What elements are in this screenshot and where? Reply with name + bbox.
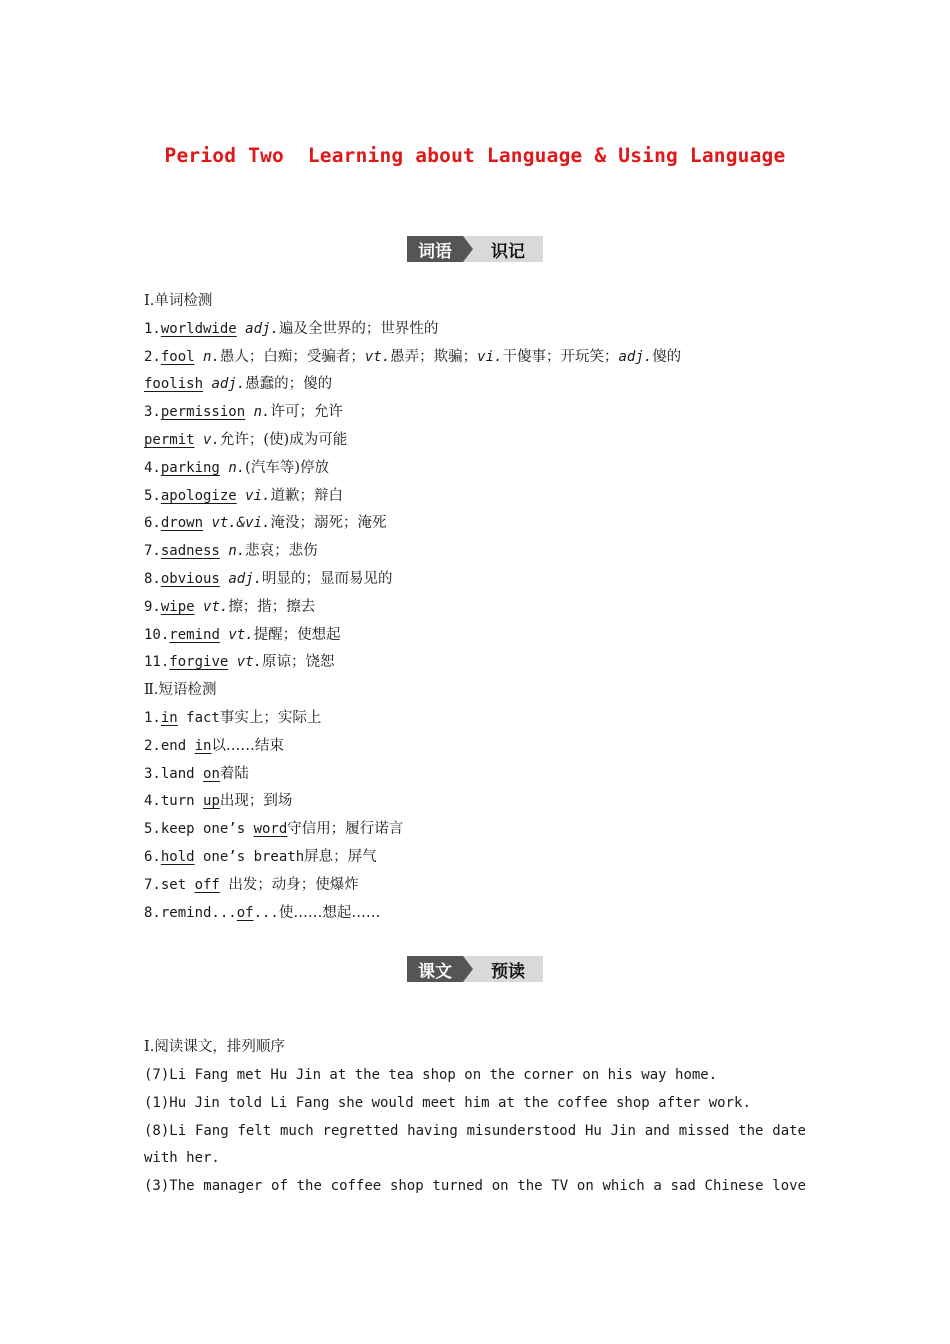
phrase-answer: word xyxy=(253,821,288,838)
definition: 出发；动身；使爆炸 xyxy=(228,876,359,893)
section-heading: Ⅱ.短语检测 xyxy=(144,682,217,699)
reading-line: with her. xyxy=(144,1150,220,1167)
phrase-prefix: remind... xyxy=(160,904,237,921)
word-entry xyxy=(144,455,824,483)
entry-number: 9. xyxy=(144,598,161,615)
definition: 愚弄；欺骗； xyxy=(390,348,478,365)
part-of-speech: adj. xyxy=(211,376,246,393)
entry-word: forgive xyxy=(169,654,229,671)
phrase-entry xyxy=(144,872,824,900)
entry-space xyxy=(228,654,236,670)
section-banner-reading xyxy=(407,956,543,982)
phrase-entry xyxy=(144,733,824,761)
phrase-prefix: land xyxy=(160,765,204,782)
definition: 愚人；白痴；受骗者； xyxy=(219,348,365,365)
entry-space xyxy=(195,432,203,448)
entry-number: 3. xyxy=(144,765,161,782)
phrase-entry xyxy=(144,761,824,789)
definition: 屏息；屏气 xyxy=(304,848,377,865)
part-of-speech: vt.&vi. xyxy=(211,515,271,532)
part-of-speech: n. xyxy=(253,404,271,421)
entry-space xyxy=(195,349,203,365)
word-entry xyxy=(144,316,824,344)
reading-line: (8)Li Fang felt much regretted having misunderstood Hu Jin and missed the date xyxy=(144,1122,806,1139)
definition: 傻的 xyxy=(652,348,682,365)
definition: 悲哀；悲伤 xyxy=(245,543,318,560)
phrase-answer: up xyxy=(203,793,220,810)
phrase-answer: in xyxy=(194,737,212,754)
section-heading: Ⅰ.单词检测 xyxy=(144,293,213,309)
word-entry xyxy=(144,483,824,511)
entry-word: parking xyxy=(160,459,220,476)
phrase-answer: on xyxy=(203,765,220,782)
entry-word: remind xyxy=(169,626,220,643)
entry-word: permit xyxy=(144,431,195,448)
entry-word: foolish xyxy=(144,376,204,393)
entry-number: 5. xyxy=(144,487,161,504)
entry-number: 4. xyxy=(144,793,161,810)
word-entry xyxy=(144,622,824,650)
word-entry xyxy=(144,538,824,566)
word-entry xyxy=(144,649,824,677)
phrase-entry xyxy=(144,844,824,872)
entry-word: wipe xyxy=(160,598,195,615)
entry-space xyxy=(195,599,203,615)
entry-space xyxy=(237,321,245,337)
entry-space xyxy=(245,404,253,420)
word-entry xyxy=(144,371,824,399)
banner-arrow-icon xyxy=(463,236,473,262)
reading-heading-block xyxy=(144,1034,824,1062)
entry-number: 8. xyxy=(144,904,161,921)
entry-number: 6. xyxy=(144,515,161,532)
phrase-suffix: one’s breath xyxy=(194,848,305,865)
entry-word: apologize xyxy=(160,487,237,504)
entry-number: 5. xyxy=(144,821,161,838)
word-entry xyxy=(144,566,824,594)
phrase-answer: of xyxy=(236,904,254,921)
reading-line: (7)Li Fang met Hu Jin at the tea shop on the corner on his way home. xyxy=(144,1067,718,1083)
definition: 允许；(使)成为可能 xyxy=(219,431,348,448)
definition: 道歉；辩白 xyxy=(270,487,343,504)
part-of-speech: adj. xyxy=(228,570,263,587)
definition: 着陆 xyxy=(219,765,249,782)
definition: 干傻事；开玩笑； xyxy=(502,348,619,365)
part-of-speech: adj. xyxy=(618,348,653,365)
definition: 使……想起…… xyxy=(278,904,381,921)
entry-word: fool xyxy=(160,348,195,365)
phrase-answer: hold xyxy=(160,848,195,865)
part-of-speech: n. xyxy=(228,459,246,476)
section-banner-vocabulary xyxy=(407,236,543,262)
part-of-speech: adj. xyxy=(245,320,279,337)
banner-left-label: 课文 xyxy=(407,956,463,982)
reading-order-list xyxy=(144,1062,806,1201)
phrase-prefix: keep one’s xyxy=(160,821,254,838)
definition: 事实上；实际上 xyxy=(219,709,322,726)
phrase-suffix: fact xyxy=(177,709,220,726)
phrase-answer: off xyxy=(194,876,220,893)
reading-line: (3)The manager of the coffee shop turned on the TV on which a sad Chinese love xyxy=(144,1178,806,1195)
entry-word: drown xyxy=(160,515,204,532)
banner-arrow-icon xyxy=(463,956,473,982)
phrase-entry xyxy=(144,705,824,733)
entry-number: 3. xyxy=(144,404,161,421)
reading-line: (1)Hu Jin told Li Fang she would meet him at the coffee shop after work. xyxy=(144,1094,751,1111)
entry-number: 10. xyxy=(144,626,170,643)
section-heading: Ⅰ.阅读课文，排列顺序 xyxy=(144,1039,285,1055)
entry-word: permission xyxy=(160,404,246,421)
entry-number: 11. xyxy=(144,654,170,671)
definition: 出现；到场 xyxy=(219,793,293,810)
phrase-entry xyxy=(144,900,824,928)
phrase-prefix: turn xyxy=(160,793,204,810)
definition: 明显的；显而易见的 xyxy=(262,570,393,587)
banner-left-label: 词语 xyxy=(407,236,463,262)
word-entry xyxy=(144,594,824,622)
definition: 遍及全世界的；世界性的 xyxy=(278,320,439,337)
banner-right-label: 预读 xyxy=(473,956,543,982)
entry-number: 1. xyxy=(144,320,161,337)
entry-word: worldwide xyxy=(160,320,237,337)
banner-right-label: 识记 xyxy=(473,236,543,262)
part-of-speech: vt. xyxy=(364,348,391,365)
phrase-suffix: ... xyxy=(253,904,279,921)
word-entry xyxy=(144,427,824,455)
phrase-entry xyxy=(144,788,824,816)
definition: 守信用；履行诺言 xyxy=(287,821,404,838)
entry-word: obvious xyxy=(160,570,220,587)
definition: 以……结束 xyxy=(211,737,284,754)
entry-word: sadness xyxy=(160,543,220,560)
phrase-prefix: end xyxy=(160,737,195,754)
part-of-speech: vt. xyxy=(228,626,254,643)
entry-number: 7. xyxy=(144,543,161,560)
part-of-speech: vt. xyxy=(203,598,229,615)
entry-number: 8. xyxy=(144,570,161,587)
phrase-prefix: set xyxy=(160,876,195,893)
definition: 许可；允许 xyxy=(270,404,343,421)
part-of-speech: n. xyxy=(228,543,246,560)
part-of-speech: vt. xyxy=(236,654,263,671)
entry-number: 1. xyxy=(144,709,161,726)
entry-number: 7. xyxy=(144,876,161,893)
phrase-entry xyxy=(144,816,824,844)
entry-number: 2. xyxy=(144,737,161,754)
entry-number: 4. xyxy=(144,459,161,476)
part-of-speech: v. xyxy=(203,431,220,448)
page-title: Period Two Learning about Language & Using Language xyxy=(164,144,786,167)
part-of-speech: vi. xyxy=(245,487,271,504)
entry-number: 2. xyxy=(144,348,161,365)
word-entry xyxy=(144,399,824,427)
word-entry xyxy=(144,344,824,372)
definition: 愚蠢的；傻的 xyxy=(245,376,333,393)
definition: 提醒；使想起 xyxy=(253,626,341,643)
vocabulary-block xyxy=(144,288,824,927)
entry-number: 6. xyxy=(144,848,161,865)
definition: 原谅；饶恕 xyxy=(262,654,335,671)
word-entry xyxy=(144,510,824,538)
definition: 擦；揩；擦去 xyxy=(228,598,316,615)
phrase-answer: in xyxy=(160,709,178,726)
definition: 淹没；溺死；淹死 xyxy=(270,515,387,532)
part-of-speech: vi. xyxy=(477,348,503,365)
part-of-speech: n. xyxy=(203,348,220,365)
definition: (汽车等)停放 xyxy=(245,459,329,476)
entry-space xyxy=(237,488,245,504)
